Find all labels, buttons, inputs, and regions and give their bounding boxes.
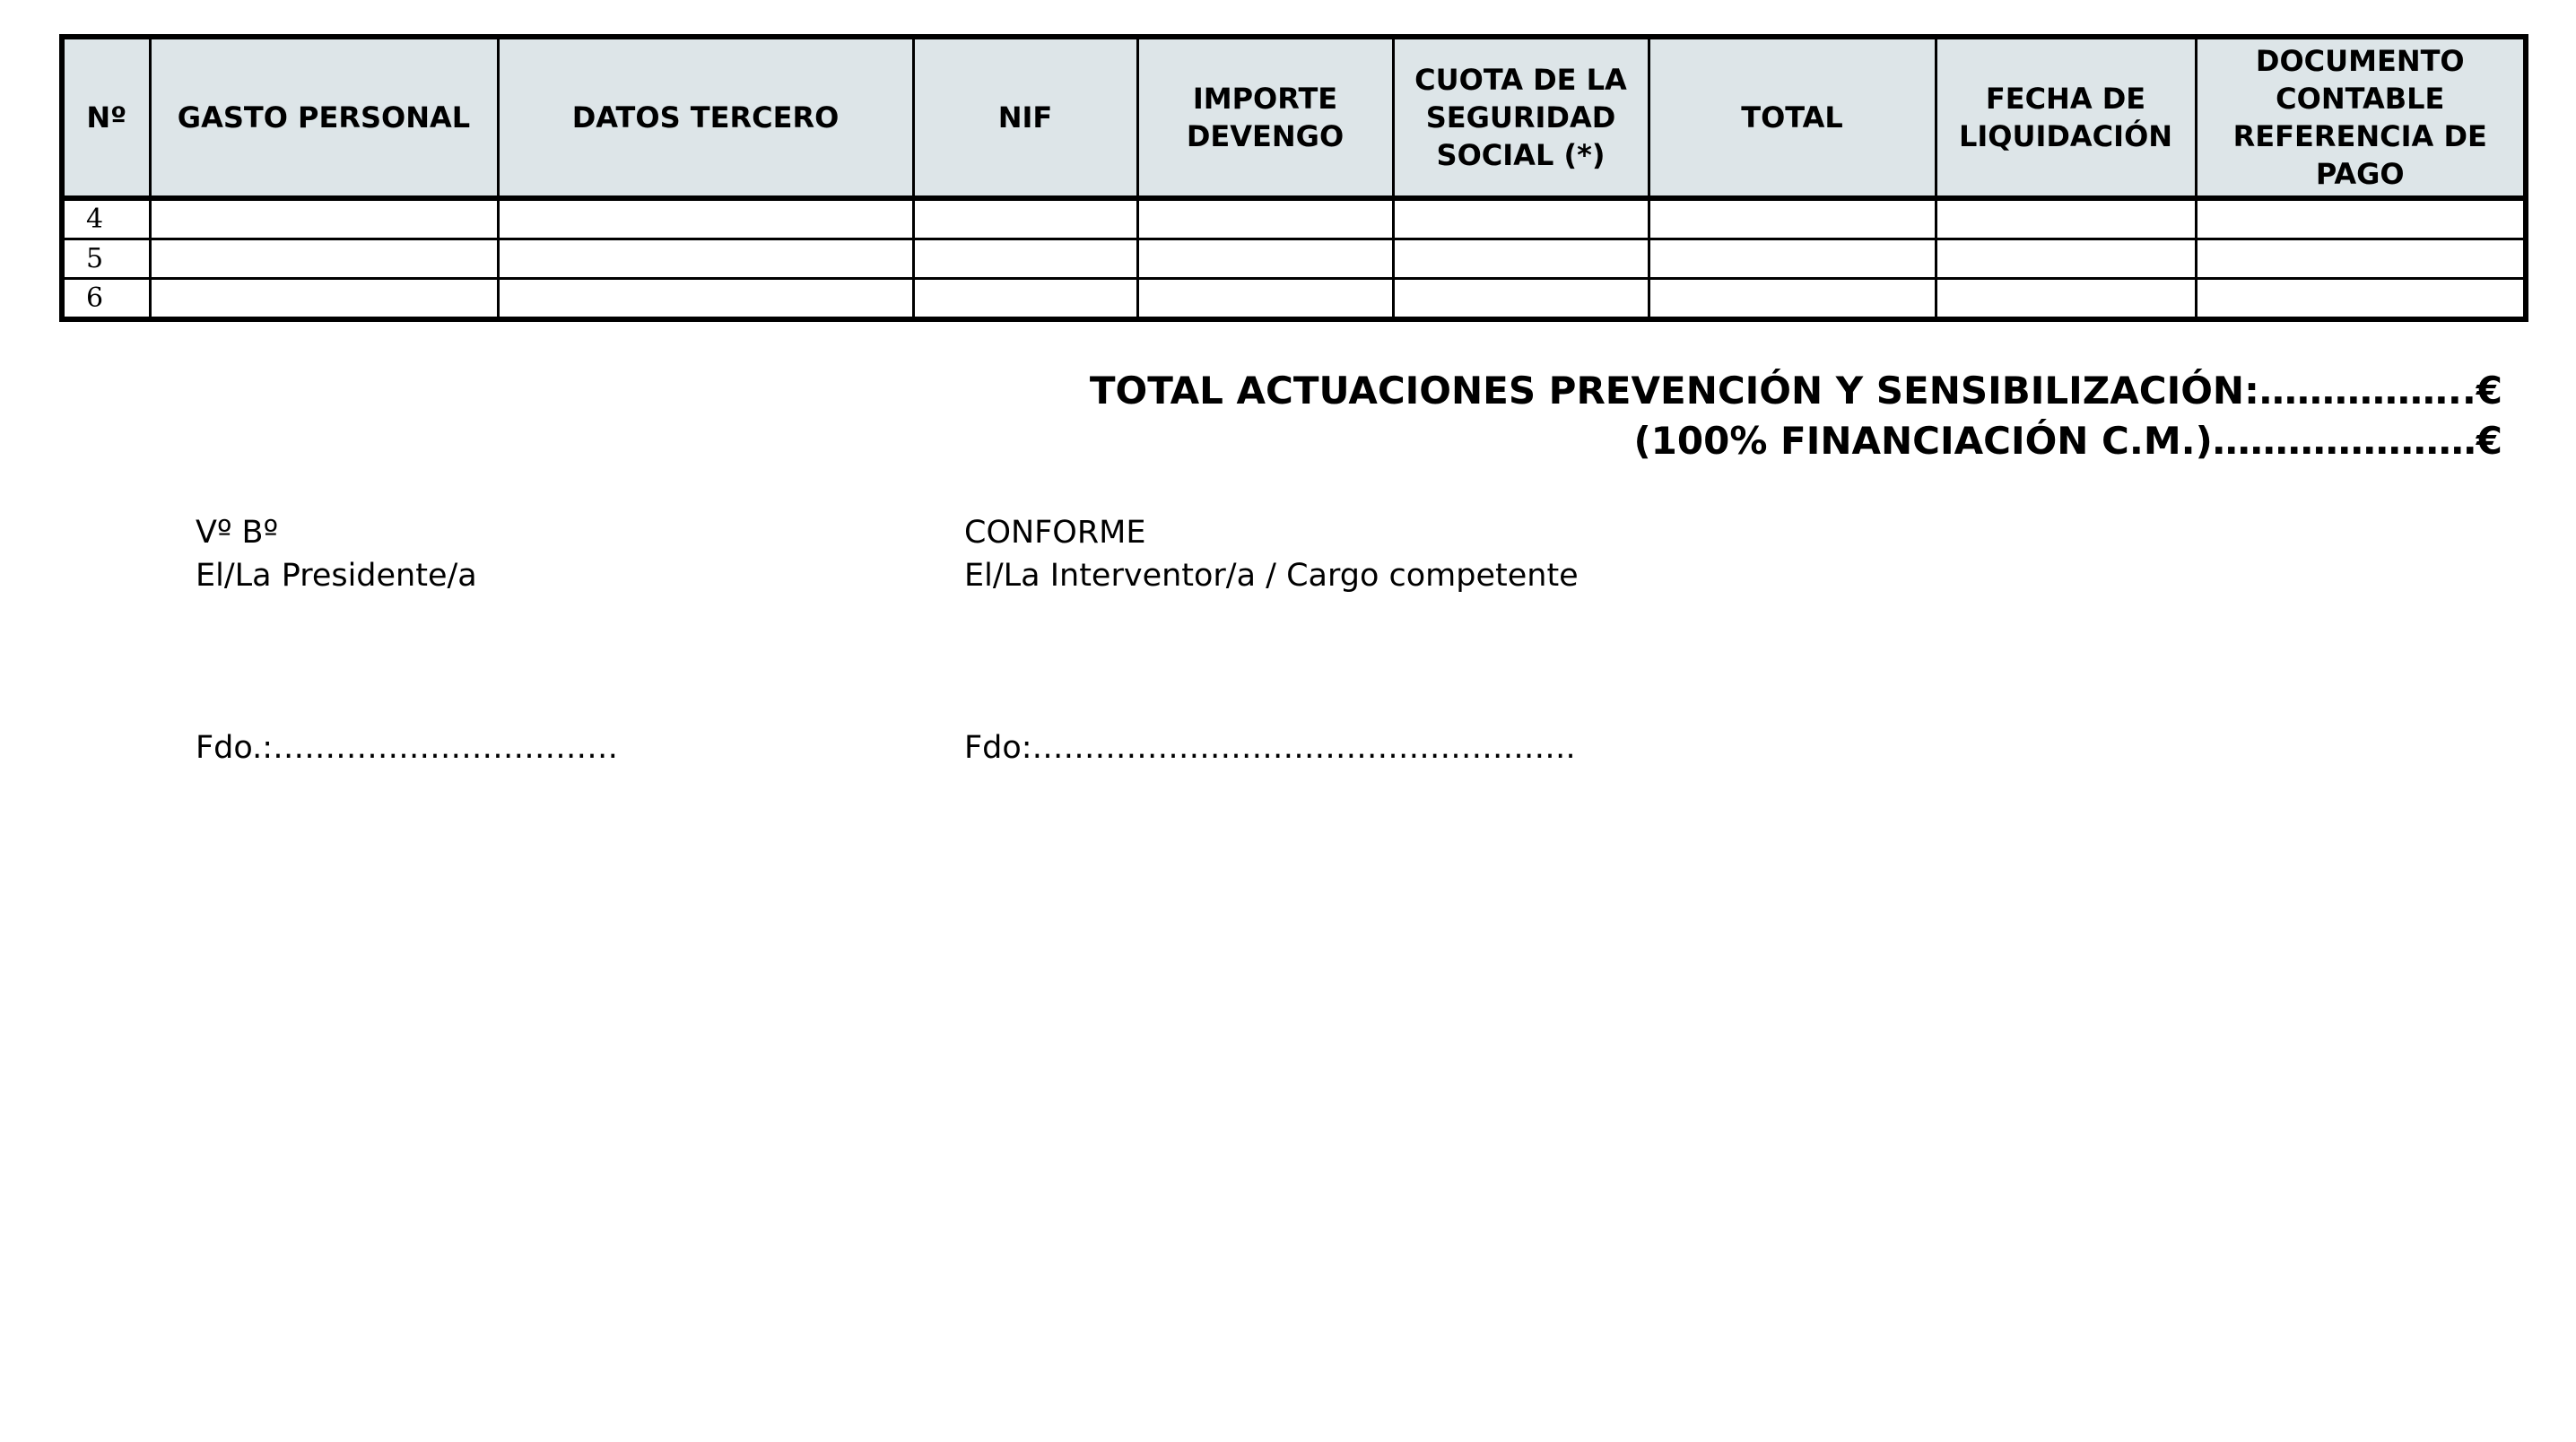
cell-cuota-seguridad-social[interactable] [1393,198,1649,239]
cell-importe-devengo[interactable] [1137,239,1393,279]
header-cuota-seguridad-social: CUOTA DE LA SEGURIDAD SOCIAL (*) [1393,37,1649,198]
cell-nif[interactable] [913,279,1137,320]
conforme-label: CONFORME [964,515,1146,551]
cell-documento-contable[interactable] [2196,198,2526,239]
table-row [62,198,2526,239]
header-nif: NIF [913,37,1137,198]
row-number: 6 [62,279,150,320]
table-row [62,239,2526,279]
header-importe-devengo: IMPORTE DEVENGO [1137,37,1393,198]
table-row [62,279,2526,320]
expense-table [59,34,2528,322]
header-gasto-personal: GASTO PERSONAL [150,37,498,198]
cell-datos-tercero[interactable] [498,279,913,320]
cell-total[interactable] [1649,239,1936,279]
header-num: Nº [62,37,150,198]
cell-importe-devengo[interactable] [1137,198,1393,239]
cell-fecha-liquidacion[interactable] [1936,239,2196,279]
cell-datos-tercero[interactable] [498,198,913,239]
vobo-label: Vº Bº [196,515,279,551]
fdo-interventor-line[interactable]: Fdo:……………………………………………. [964,730,1576,766]
cell-total[interactable] [1649,198,1936,239]
cell-fecha-liquidacion[interactable] [1936,198,2196,239]
fdo-presidente-line[interactable]: Fdo.:…………………………… [196,730,619,766]
cell-fecha-liquidacion[interactable] [1936,279,2196,320]
header-datos-tercero: DATOS TERCERO [498,37,913,198]
cell-cuota-seguridad-social[interactable] [1393,279,1649,320]
cell-gasto-personal[interactable] [150,239,498,279]
cell-cuota-seguridad-social[interactable] [1393,239,1649,279]
cell-nif[interactable] [913,239,1137,279]
presidente-label: El/La Presidente/a [196,558,477,594]
table-header-row [62,37,2526,198]
totals-block [1090,366,2502,466]
cell-datos-tercero[interactable] [498,239,913,279]
row-number: 5 [62,239,150,279]
cell-total[interactable] [1649,279,1936,320]
cell-gasto-personal[interactable] [150,198,498,239]
interventor-label: El/La Interventor/a / Cargo competente [964,558,1579,594]
cell-documento-contable[interactable] [2196,279,2526,320]
financiacion-line: (100% FINANCIACIÓN C.M.)…………………€ [1633,419,2502,463]
total-actuaciones-line: TOTAL ACTUACIONES PREVENCIÓN Y SENSIBILIZACIÓN:……………..€ [1089,369,2502,413]
cell-documento-contable[interactable] [2196,239,2526,279]
cell-gasto-personal[interactable] [150,279,498,320]
row-number: 4 [62,198,150,239]
cell-nif[interactable] [913,198,1137,239]
signature-interventor [964,511,1579,597]
header-documento-contable: DOCUMENTO CONTABLE REFERENCIA DE PAGO [2196,37,2526,198]
cell-importe-devengo[interactable] [1137,279,1393,320]
header-fecha-liquidacion: FECHA DE LIQUIDACIÓN [1936,37,2196,198]
signature-presidente [196,511,477,597]
header-total: TOTAL [1649,37,1936,198]
